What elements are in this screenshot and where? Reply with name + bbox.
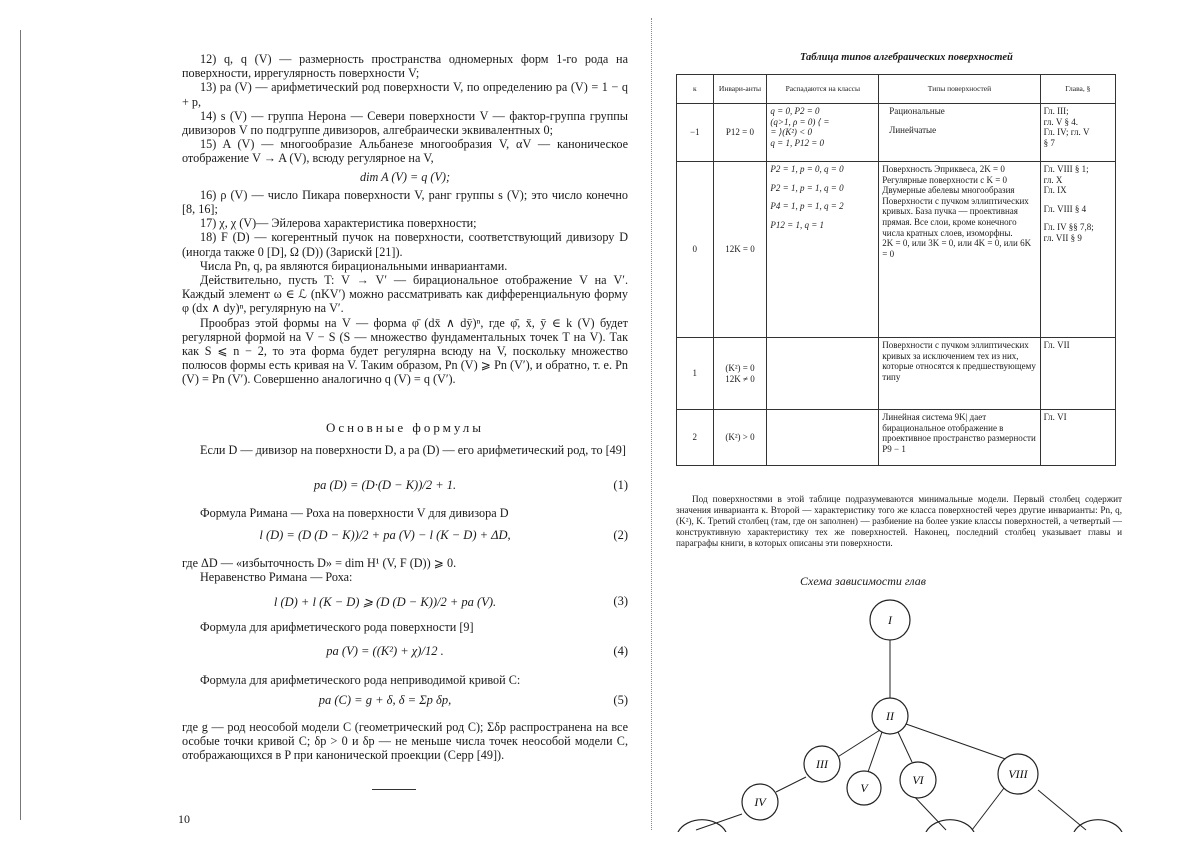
- cell-line: Регулярные поверхности с K = 0: [882, 174, 1008, 185]
- formula-intro: [182, 443, 628, 457]
- edge-line: [836, 730, 880, 758]
- cell-line: P4 = 1, p = 1, q = 2: [770, 201, 844, 212]
- cell-line: = ⟩(K²) < 0: [770, 127, 812, 138]
- cell-line: Гл. IV §§ 7,8;: [1043, 222, 1094, 233]
- formula-text: Формула для арифметического рода поверхности [9]: [200, 620, 474, 634]
- table-header: Глава, §: [1040, 75, 1115, 104]
- cell-line: Гл. VIII § 4: [1043, 203, 1087, 214]
- cell-line: Гл. VIII § 1;: [1043, 164, 1089, 174]
- cell-line: Поверхности с пучком эллиптических кривых за исключением тех из них, которые относятся к предшествующему типу: [882, 340, 1036, 382]
- table-cell: [1040, 410, 1115, 466]
- table-cell: 2: [677, 410, 714, 466]
- formula-3: [182, 590, 628, 616]
- table-note: [676, 494, 1122, 549]
- table-row: [677, 410, 1116, 466]
- cell-line: Линейчатые: [889, 124, 937, 135]
- table-cell: 0: [677, 162, 714, 338]
- partial-node: [926, 820, 974, 832]
- table-cell: [767, 338, 879, 410]
- table-cell: [879, 410, 1040, 466]
- definitions-list: [182, 52, 628, 387]
- formula-expression: pa (V) = ((K²) + χ)/12 .: [326, 644, 444, 658]
- definition-item: 14) s (V) — группа Нерона — Севери поверхности V — фактор-группа группы дивизоров V по подгруппе дивизоров, алгебраически эквивалентных 0;: [182, 108, 628, 138]
- page-edge-line: [20, 30, 21, 820]
- formula-expression: l (D) + l (K − D) ⩾ (D (D − K))/2 + pa (V).: [273, 595, 497, 609]
- surface-types-table: [676, 74, 1116, 466]
- cell-line: Гл. IX: [1043, 185, 1067, 196]
- chapter-dependency-diagram: [676, 592, 1136, 832]
- formula-number: (2): [613, 528, 628, 542]
- proof-paragraph: Прообраз этой формы на V — форма φ̄ (dx̄ ∧ dȳ)ⁿ, где φ̄, x̄, ȳ ∈ k (V) будет регулярной формой на V − S (S — множество фундаментальных точек T на V). Так как S ⩽ n − 2, то эта форма будет регулярна всюду на V, поскольку множество полюсов формы есть кривая на V. Таким образом, Pn (V) ⩾ Pn (V′), и обратно, т. е. Pn (V) = Pn (V′). Совершенно аналогично q (V) = q (V′).: [182, 315, 628, 387]
- formula-intro: [182, 673, 628, 687]
- formula-intro: [182, 506, 628, 520]
- cell-line: Рациональные: [889, 106, 945, 116]
- cell-line: (q>1, ρ = 0) ⟨ =: [770, 116, 830, 127]
- cell-line: P2 = 1, p = 0, q = 0: [770, 164, 844, 174]
- cell-line: Линейная система 9K| дает бирациональное отображение в проективное пространство размерности P9 − 1: [882, 412, 1036, 454]
- cell-line: (K²) = 0: [725, 362, 755, 373]
- formula-expression: pa (C) = g + δ, δ = Σp δp,: [318, 693, 452, 707]
- definition-item: 17) χ, χ (V)— Эйлерова характеристика поверхности;: [200, 216, 477, 231]
- node-label: I: [888, 613, 892, 627]
- formula-number: (1): [613, 478, 628, 492]
- table-cell: [879, 104, 1040, 162]
- table-header: Инвари-анты: [713, 75, 767, 104]
- formula-text: где ΔD — «избыточность D» = dim H¹ (V, F (D)) ⩾ 0.: [182, 556, 457, 570]
- table-cell: −1: [677, 104, 714, 162]
- table-row: [677, 338, 1116, 410]
- cell-line: Гл. IV; гл. V: [1043, 127, 1090, 138]
- edge-line: [696, 814, 742, 830]
- page-number: 10: [178, 812, 190, 826]
- proof-paragraph: Действительно, пусть T: V → V′ — бирациональное отображение V на V′. Каждый элемент ω ∈ ℒ (nKV′) можно рассматривать как дифференциальную форму φ (dx ∧ dy)ⁿ, регулярную на V′.: [182, 273, 628, 316]
- formula-text: Неравенство Римана — Роха:: [200, 570, 353, 585]
- table-cell: [1040, 338, 1115, 410]
- definition-item: 16) ρ (V) — число Пикара поверхности V, ранг группы s (V); это число конечно [8, 16];: [182, 187, 628, 217]
- table-cell: [879, 338, 1040, 410]
- node-label: III: [816, 757, 828, 771]
- formula-after: [182, 556, 628, 584]
- table-cell: [767, 162, 879, 338]
- cell-line: Гл. VII: [1043, 340, 1070, 350]
- cell-line: P2 = 1, p = 1, q = 0: [770, 182, 844, 193]
- formula-5: [182, 689, 628, 715]
- cell-line: 2K = 0, или 3K = 0, или 4K = 0, или 6K = 0: [882, 238, 1032, 259]
- cell-line: Поверхность Эприквеса, 2K = 0: [882, 164, 1005, 174]
- node-label: VI: [912, 773, 924, 787]
- formula-text: где g — род неособой модели C (геометрический род C); Σδp распространена на все особые точки кривой C; δp > 0 и δp — не меньше числа точек неособой модели C, отображающихся в P при канонической проекции (Серр [49]).: [182, 720, 628, 763]
- cell-line: P12 = 1, q = 1: [770, 219, 825, 230]
- formula-intro: [182, 620, 628, 634]
- definition-item: 18) F (D) — когерентный пучок на поверхности, соответствующий дивизору D (иногда также 0 [D], Ω (D)) (Зарискй [21]).: [182, 230, 628, 259]
- node-label: VIII: [1008, 767, 1028, 781]
- edge-line: [868, 732, 882, 772]
- edge-line: [906, 724, 1014, 762]
- cell-line: Двумерные абелевы многообразия: [882, 185, 1015, 196]
- cell-line: q = 1, P12 = 0: [770, 137, 825, 148]
- table-cell: [713, 338, 767, 410]
- formula-expression: l (D) = (D (D − K))/2 + pa (V) − l (K − D) + ΔD,: [259, 528, 511, 542]
- table-cell: [767, 104, 879, 162]
- separator-rule: [372, 789, 416, 790]
- formula-1: [182, 474, 628, 500]
- cell-line: Поверхности с пучком эллиптических кривых. База пучка — проективная прямая. Все слои, кроме конечного числа кратных слоев, изоморфны.: [882, 195, 1029, 238]
- cell-line: Гл. III;: [1043, 106, 1069, 116]
- formula-4: [182, 640, 628, 666]
- table-cell: 12K = 0: [713, 162, 767, 338]
- schema-title: Схема зависимости глав: [800, 574, 926, 588]
- table-cell: [767, 410, 879, 466]
- table-row: [677, 104, 1116, 162]
- edge-line: [1038, 790, 1086, 830]
- table-row: [677, 162, 1116, 338]
- table-header: Распадаются на классы: [767, 75, 879, 104]
- definition-item: 12) q, q (V) — размерность пространства одномерных форм 1-го рода на поверхности, иррегулярность поверхности V;: [182, 52, 628, 81]
- node-label: II: [886, 709, 894, 723]
- definition-item: 15) A (V) — многообразие Альбанезе многообразия V, αV — каноническое отображение V → A (V), всюду регулярное на V,: [182, 137, 628, 166]
- book-gutter: [651, 18, 653, 830]
- cell-line: гл. VII § 9: [1043, 232, 1082, 243]
- node-label: V: [860, 781, 868, 795]
- cell-line: Гл. VI: [1043, 412, 1067, 422]
- formula-2: [182, 524, 628, 550]
- formula-number: (5): [613, 693, 628, 707]
- table-cell: [1040, 162, 1115, 338]
- cell-line: гл. V § 4.: [1043, 116, 1078, 127]
- cell-line: q = 0, P2 = 0: [770, 106, 820, 116]
- table-header-row: [677, 75, 1116, 104]
- node-label: IV: [754, 795, 766, 809]
- dim-formula: dim A (V) = q (V);: [359, 169, 451, 184]
- section-heading: Основные формулы: [325, 420, 485, 435]
- table-cell: P12 = 0: [713, 104, 767, 162]
- partial-node: [678, 820, 726, 832]
- table-cell: [1040, 104, 1115, 162]
- table-cell: 1: [677, 338, 714, 410]
- table-title: Таблица типов алгебраических поверхностей: [800, 52, 1013, 63]
- formula-number: (4): [613, 644, 628, 658]
- formula-after: [182, 720, 628, 763]
- edge-line: [972, 788, 1004, 830]
- table-header: к: [677, 75, 714, 104]
- edge-line: [776, 777, 806, 792]
- formula-text: Формула Римана — Роха на поверхности V для дивизора D: [200, 506, 509, 520]
- cell-line: 12K ≠ 0: [725, 373, 755, 384]
- cell-line: § 7: [1043, 137, 1055, 148]
- formula-number: (3): [613, 594, 628, 608]
- formula-text: Формула для арифметического рода неприводимой кривой C:: [200, 673, 521, 687]
- formula-text: Если D — дивизор на поверхности D, а pa (D) — его арифметический род, то [49]: [200, 443, 626, 457]
- table-note-text: Под поверхностями в этой таблице подразумеваются минимальные модели. Первый столбец содержит значения инварианта к. Второй — характеристику того же класса поверхностей через другие инварианты: Pn, q, (K²), K. Третий столбец (там, где он заполнен) — разбиение на более узкие классы поверхностей, а четвертый — конструктивную характеристику тех же поверхностей. Наконец, последний столбец указывает главы и параграфы книги, в которых описаны эти поверхности.: [676, 494, 1122, 548]
- invariants-statement: Числа Pn, q, pa являются бирациональными инвариантами.: [200, 258, 508, 273]
- cell-line: гл. X: [1043, 174, 1063, 185]
- edge-line: [898, 732, 912, 762]
- table-cell: (K²) > 0: [713, 410, 767, 466]
- table-cell: [879, 162, 1040, 338]
- formula-expression: pa (D) = (D·(D − K))/2 + 1.: [313, 478, 457, 492]
- definition-item: 13) pa (V) — арифметический род поверхности V, по определению pa (V) = 1 − q + p,: [182, 80, 628, 109]
- table-header: Типы поверхностей: [879, 75, 1040, 104]
